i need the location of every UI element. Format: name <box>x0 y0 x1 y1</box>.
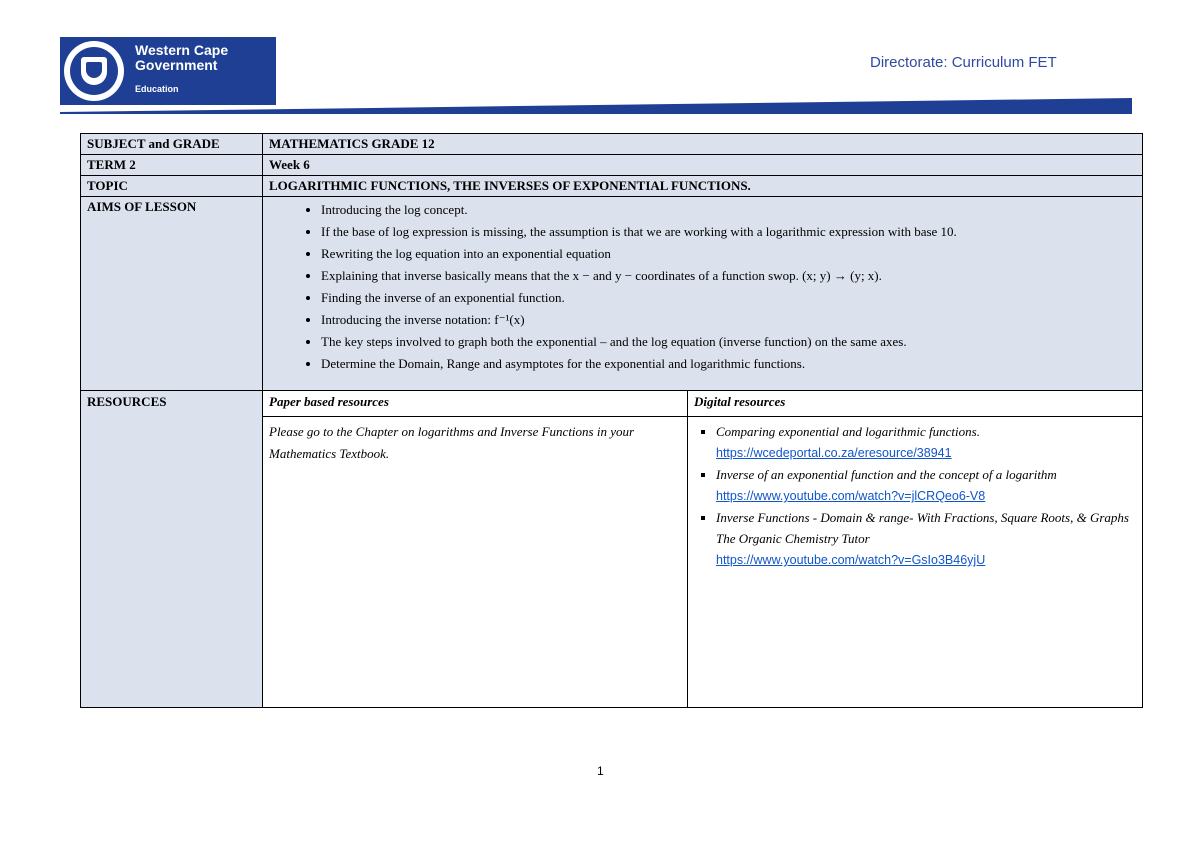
aim-item: • Explaining that inverse basically means that the x − and y − coordinates of a function swop. (x; y) → (y; x). <box>321 265 1136 287</box>
digital-resource-item <box>716 421 1136 464</box>
digital-resources-heading: Digital resources <box>688 391 1143 417</box>
aim-item: • Determine the Domain, Range and asymptotes for the exponential and logarithmic functions. <box>321 353 1136 375</box>
aims-row <box>81 197 1143 391</box>
aim-item: • Rewriting the log equation into an exponential equation <box>321 243 1136 265</box>
digital-resource-item <box>716 464 1136 507</box>
paper-resources-text: Please go to the Chapter on logarithms and Inverse Functions in your Mathematics Textbook. <box>269 424 635 461</box>
aims-label: AIMS OF LESSON <box>81 197 263 391</box>
digital-resources-cell <box>688 417 1143 708</box>
aims-list <box>269 199 1136 375</box>
digital-resource-title: Comparing exponential and logarithmic functions. <box>716 424 980 439</box>
paper-resources-cell <box>263 417 688 708</box>
term-row <box>81 155 1143 176</box>
resources-label: RESOURCES <box>81 391 263 708</box>
logo-line-2: Government <box>135 57 218 73</box>
logo-line-3: Education <box>135 84 179 94</box>
digital-resource-title: Inverse Functions - Domain & range- With Fractions, Square Roots, & Graphs The Organic Chemistry Tutor <box>716 510 1129 546</box>
subject-label: SUBJECT and GRADE <box>81 134 263 155</box>
wcg-logo <box>60 37 276 105</box>
topic-row <box>81 176 1143 197</box>
subject-value: MATHEMATICS GRADE 12 <box>263 134 1143 155</box>
aim-item: • Introducing the inverse notation: f⁻¹(x) <box>321 309 1136 331</box>
digital-resource-link[interactable]: https://www.youtube.com/watch?v=GsIo3B46yjU <box>716 553 986 567</box>
aim-item: • Finding the inverse of an exponential function. <box>321 287 1136 309</box>
paper-resources-heading: Paper based resources <box>263 391 688 417</box>
aim-item: • If the base of log expression is missing, the assumption is that we are working with a logarithmic expression with base 10. <box>321 221 1136 243</box>
aims-cell <box>263 197 1143 391</box>
digital-resource-title: Inverse of an exponential function and the concept of a logarithm <box>716 467 1057 482</box>
lesson-table <box>80 133 1143 708</box>
aim-item: • The key steps involved to graph both the exponential – and the log equation (inverse function) on the same axes. <box>321 331 1136 353</box>
directorate-label: Directorate: Curriculum FET <box>870 54 1057 71</box>
crest-icon <box>64 41 124 101</box>
resources-header-row <box>81 391 1143 417</box>
topic-value: LOGARITHMIC FUNCTIONS, THE INVERSES OF EXPONENTIAL FUNCTIONS. <box>263 176 1143 197</box>
term-value: Week 6 <box>263 155 1143 176</box>
digital-resources-list <box>694 421 1136 571</box>
page-number: 1 <box>597 764 604 778</box>
logo-line-1: Western Cape <box>135 42 229 58</box>
aim-item: • Introducing the log concept. <box>321 199 1136 221</box>
topic-label: TOPIC <box>81 176 263 197</box>
term-label: TERM 2 <box>81 155 263 176</box>
digital-resource-item <box>716 507 1136 571</box>
subject-row <box>81 134 1143 155</box>
digital-resource-link[interactable]: https://www.youtube.com/watch?v=jlCRQeo6-V8 <box>716 489 986 503</box>
header-swoosh <box>60 96 1132 114</box>
digital-resource-link[interactable]: https://wcedeportal.co.za/eresource/38941 <box>716 446 952 460</box>
